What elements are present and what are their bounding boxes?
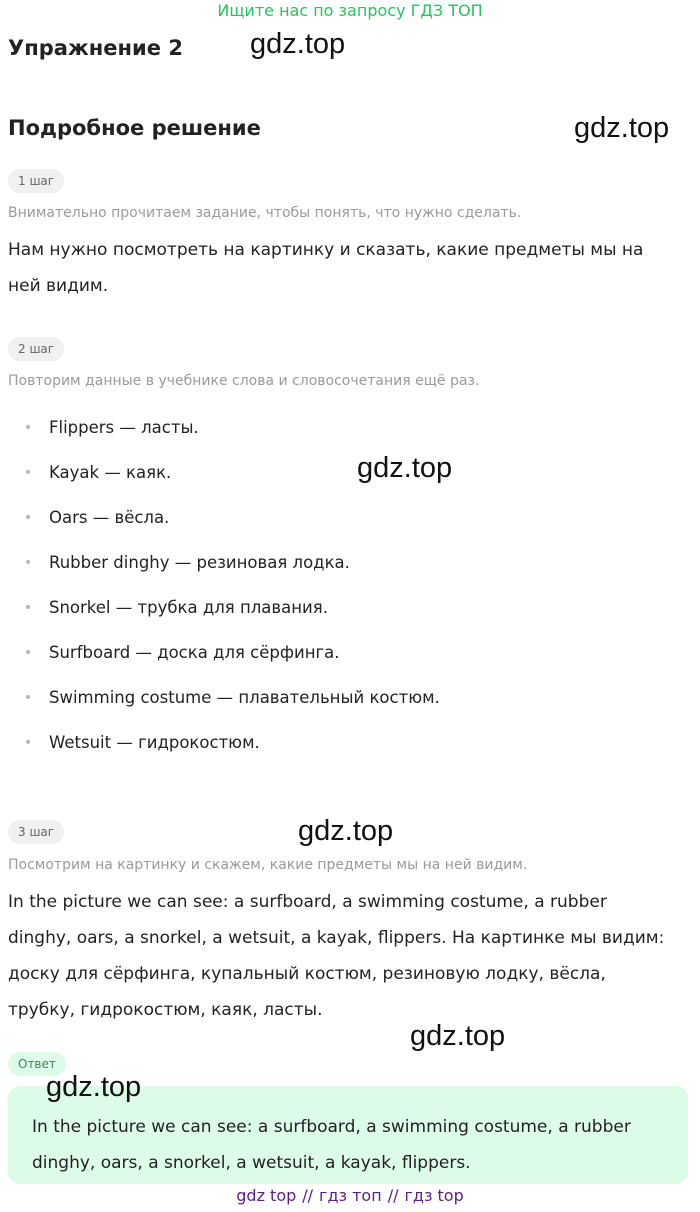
list-item [24, 680, 664, 725]
answer-label: Ответ [8, 1052, 66, 1076]
step-2-badge [8, 337, 64, 361]
watermark: gdz.top [250, 28, 346, 60]
vocabulary-list [24, 410, 664, 770]
list-item [24, 725, 664, 770]
step-3-badge [8, 820, 64, 844]
step-3-text: In the picture we can see: a surfboard, a swimming costume, a rubber dinghy, oars, a snorkel, a wetsuit, a kayak, flippers. На картинке мы видим: доску для сёрфинга, купальный костюм, резиновую лодку, вёсла, трубку, гидрокостюм, каяк, ласты. [8, 892, 665, 1020]
search-banner: Ищите нас по запросу ГДЗ ТОП [217, 1, 483, 20]
list-item [24, 590, 664, 635]
bullet-icon: • [24, 645, 33, 661]
list-item-text: Oars — вёсла. [49, 508, 170, 527]
bullet-icon: • [24, 735, 33, 751]
bullet-icon: • [24, 690, 33, 706]
bottom-link-1[interactable]: gdz top [236, 1186, 297, 1205]
list-item-text: Kayak — каяк. [49, 463, 172, 482]
list-item [24, 545, 664, 590]
watermark: gdz.top [357, 452, 453, 484]
list-item-text: Snorkel — трубка для плавания. [49, 598, 328, 617]
list-item-text: Rubber dinghy — резиновая лодка. [49, 553, 350, 572]
answer-text: In the picture we can see: a surfboard, a swimming costume, a rubber dinghy, oars, a snorkel, a wetsuit, a kayak, flippers. [32, 1117, 631, 1173]
solution-title: Подробное решение [8, 116, 261, 140]
bullet-icon: • [24, 600, 33, 616]
step-3-label: 3 шаг [8, 820, 64, 844]
bottom-links [0, 1186, 700, 1205]
link-separator: // [387, 1186, 399, 1205]
watermark: gdz.top [574, 112, 670, 144]
step-1-badge [8, 169, 64, 193]
bottom-link-2[interactable]: гдз топ [319, 1186, 382, 1205]
list-item [24, 635, 664, 680]
step-1-hint: Внимательно прочитаем задание, чтобы понять, что нужно сделать. [8, 205, 522, 221]
exercise-title: Упражнение 2 [8, 36, 183, 60]
watermark: gdz.top [298, 815, 394, 847]
step-3-hint: Посмотрим на картинку и скажем, какие предметы мы на ней видим. [8, 857, 528, 873]
link-separator: // [302, 1186, 314, 1205]
list-item [24, 500, 664, 545]
bullet-icon: • [24, 420, 33, 436]
bullet-icon: • [24, 465, 33, 481]
step-1-text: Нам нужно посмотреть на картинку и сказать, какие предметы мы на ней видим. [8, 240, 644, 296]
watermark: gdz.top [46, 1071, 142, 1103]
bottom-link-3[interactable]: гдз top [404, 1186, 464, 1205]
step-2-label: 2 шаг [8, 337, 64, 361]
list-item-text: Wetsuit — гидрокостюм. [49, 733, 260, 752]
list-item [24, 455, 664, 500]
watermark: gdz.top [410, 1020, 506, 1052]
bullet-icon: • [24, 555, 33, 571]
list-item-text: Flippers — ласты. [49, 418, 199, 437]
list-item-text: Surfboard — доска для сёрфинга. [49, 643, 340, 662]
step-1-label: 1 шаг [8, 169, 64, 193]
step-2-hint: Повторим данные в учебнике слова и словосочетания ещё раз. [8, 373, 480, 389]
bullet-icon: • [24, 510, 33, 526]
list-item [24, 410, 664, 455]
list-item-text: Swimming costume — плавательный костюм. [49, 688, 440, 707]
